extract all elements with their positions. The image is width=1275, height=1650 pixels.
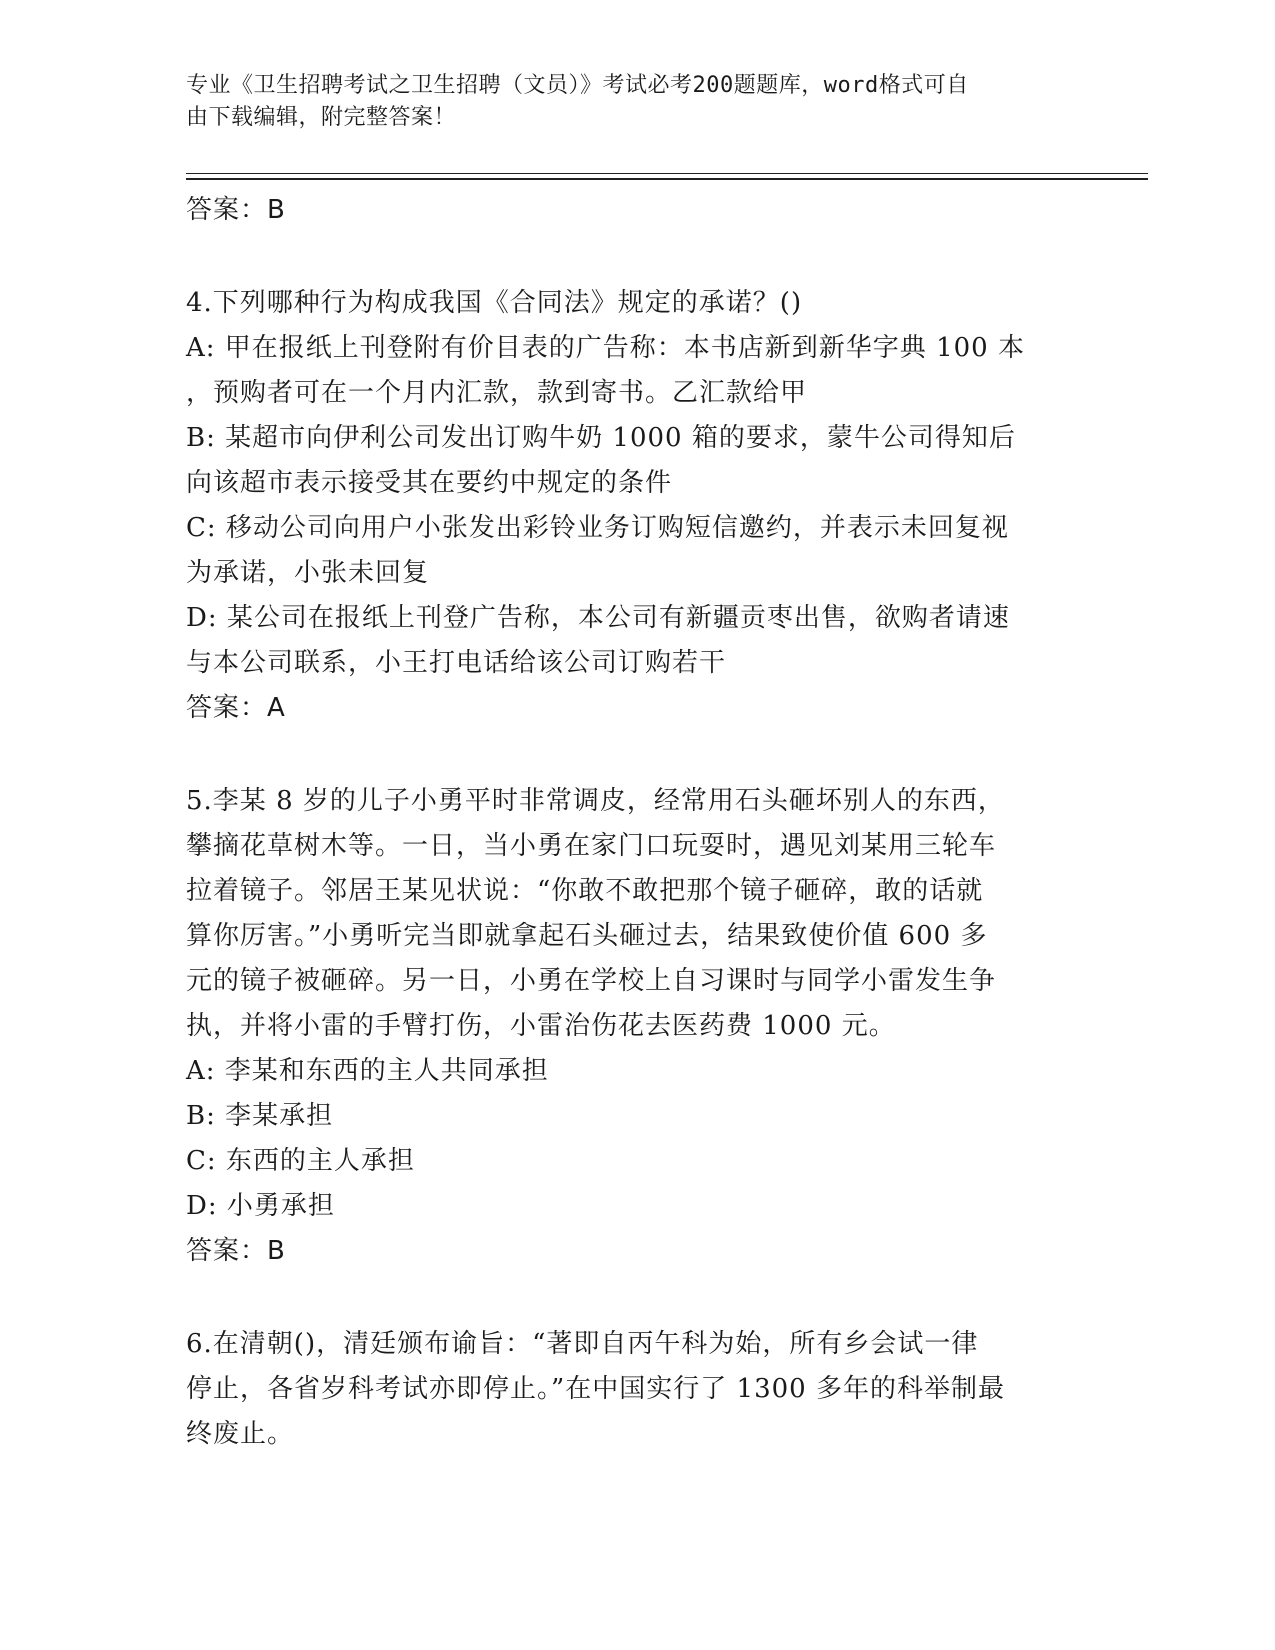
q6-question-line: 6.在清朝()，清廷颁布谕旨：“著即自丙午科为始，所有乡会试一律 [186,1329,979,1359]
q5-option-c: C: 东西的主人承担 [186,1146,415,1176]
question-5 [186,779,1066,1274]
q4-answer: 答案：A [186,693,286,723]
q6-question-line: 停止，各省岁科考试亦即停止。”在中国实行了 1300 多年的科举制最 [186,1374,1005,1404]
question-4 [186,281,1066,731]
q4-option-a-cont: ，预购者可在一个月内汇款，款到寄书。乙汇款给甲 [186,378,808,408]
page-header [186,70,1066,134]
q5-question-line: 拉着镜子。邻居王某见状说：“你敢不敢把那个镜子砸碎，敢的话就 [186,876,984,906]
spacer [186,233,1066,281]
q3-answer: 答案：B [186,195,286,225]
q5-question-line: 5.李某 8 岁的儿子小勇平时非常调皮，经常用石头砸坏别人的东西， [186,786,1005,816]
q4-option-c: C: 移动公司向用户小张发出彩铃业务订购短信邀约，并表示未回复视 [186,513,1009,543]
q5-option-b: B: 李某承担 [186,1101,334,1131]
q4-question: 4.下列哪种行为构成我国《合同法》规定的承诺？() [186,288,803,318]
header-title-line-2: 由下载编辑，附完整答案！ [186,105,457,130]
question-6 [186,1322,1066,1457]
q5-question-line: 算你厉害。”小勇听完当即就拿起石头砸过去，结果致使价值 600 多 [186,921,988,951]
q5-question-line: 攀摘花草树木等。一日，当小勇在家门口玩耍时，遇见刘某用三轮车 [186,831,997,861]
q5-question-line: 执，并将小雷的手臂打伤，小雷治伤花去医药费 1000 元。 [186,1011,896,1041]
header-title-line-1: 专业《卫生招聘考试之卫生招聘（文员）》考试必考200题题库，word格式可自 [186,73,969,98]
q4-option-c-cont: 为承诺，小张未回复 [186,558,430,588]
spacer [186,731,1066,779]
q6-question-line: 终废止。 [186,1419,295,1449]
q5-question-line: 元的镜子被砸碎。另一日，小勇在学校上自习课时与同学小雷发生争 [186,966,997,996]
header-divider-thick [186,178,1148,180]
q4-option-b: B: 某超市向伊利公司发出订购牛奶 1000 箱的要求，蒙牛公司得知后 [186,423,1016,453]
spacer [186,1274,1066,1322]
q4-option-d-cont: 与本公司联系，小王打电话给该公司订购若干 [186,648,727,678]
q5-option-d: D: 小勇承担 [186,1191,335,1221]
q4-option-a: A: 甲在报纸上刊登附有价目表的广告称：本书店新到新华字典 100 本 [186,333,1025,363]
question-list [186,188,1066,1457]
q5-option-a: A: 李某和东西的主人共同承担 [186,1056,549,1086]
q4-option-b-cont: 向该超市表示接受其在要约中规定的条件 [186,468,673,498]
header-divider-thin [186,173,1148,174]
q5-answer: 答案：B [186,1236,286,1266]
q4-option-d: D: 某公司在报纸上刊登广告称，本公司有新疆贡枣出售，欲购者请速 [186,603,1010,633]
